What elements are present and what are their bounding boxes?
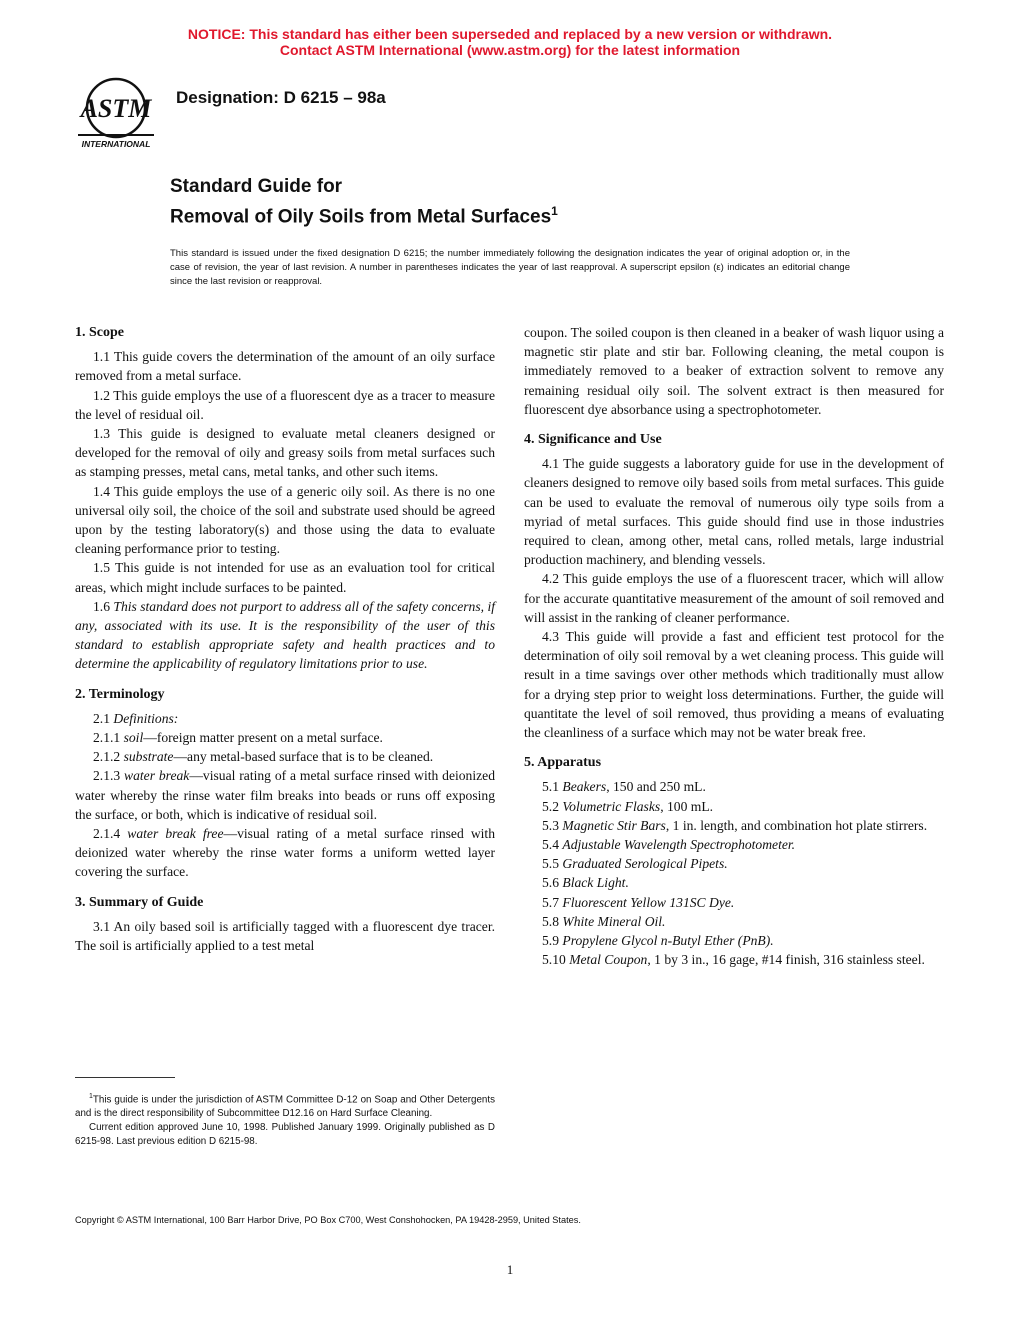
- copyright-line: Copyright © ASTM International, 100 Barr Harbor Drive, PO Box C700, West Conshohocken, PA 19428-2959, United States.: [75, 1215, 581, 1225]
- significance-4-1: 4.1 The guide suggests a laboratory guide for use in the development of cleaners designed to remove oily based soils from metal surfaces. This guide can be used to evaluate the removal of numerous oily type soils from a myriad of metal surfaces. This guide should find use in those industries required to clean, among other, metal cans, rolled metals, large industrial production machinery, and blending vessels.: [524, 456, 944, 568]
- term-2-1-number: 2.1: [93, 710, 114, 726]
- term-2-1-4: [75, 824, 495, 882]
- term-2-1-3: [75, 766, 495, 824]
- apparatus-item-name: White Mineral Oil.: [562, 913, 666, 929]
- apparatus-item-name: Graduated Serological Pipets.: [562, 856, 728, 872]
- term-definition: —visual rating of a metal surface rinsed with deionized water whereby the rinse water film breaks into beads or runs off exposing the surface, or both, which is indicative of residual soil.: [75, 768, 495, 822]
- apparatus-item-name: Magnetic Stir Bars: [562, 817, 666, 833]
- page-number: 1: [506, 1262, 514, 1277]
- term-2-1: [75, 709, 495, 728]
- term-number: 2.1.2: [93, 749, 124, 765]
- apparatus-item-number: 5.8: [542, 913, 563, 929]
- designation: Designation: D 6215 – 98a: [176, 88, 386, 107]
- notice-line-2: Contact ASTM International (www.astm.org) for the latest information: [279, 42, 741, 58]
- term-definition: —any metal-based surface that is to be cleaned.: [173, 749, 434, 765]
- scope-1-2: 1.2 This guide employs the use of a fluorescent dye as a tracer to measure the level of residual oil.: [75, 387, 495, 422]
- footnote-1-text: This guide is under the jurisdiction of ASTM Committee D-12 on Soap and Other Detergents and is the direct responsibility of Subcommittee D12.16 on Hard Surface Cleaning.: [75, 1094, 495, 1120]
- apparatus-item-number: 5.2: [542, 798, 563, 814]
- apparatus-item: [524, 797, 944, 816]
- apparatus-item: [524, 893, 944, 912]
- apparatus-item-detail: , 1 by 3 in., 16 gage, #14 finish, 316 stainless steel.: [647, 952, 925, 968]
- summary-3-1: 3.1 An oily based soil is artificially tagged with a fluorescent dye tracer. The soil is artificially applied to a test metal: [75, 918, 495, 954]
- scope-1-6-text: This standard does not purport to address all of the safety concerns, if any, associated with its use. It is the responsibility of the user of this standard to establish appropriate safety and health practices and to determine the applicability of regulatory limitations prior to use.: [75, 598, 495, 672]
- astm-logo: [68, 76, 164, 152]
- footnote-rule: [75, 1077, 175, 1078]
- apparatus-item-name: Fluorescent Yellow 131SC Dye.: [562, 894, 735, 910]
- apparatus-item: [524, 912, 944, 931]
- apparatus-item-name: Volumetric Flasks: [562, 798, 661, 814]
- apparatus-item-detail: , 150 and 250 mL.: [606, 779, 706, 795]
- footnote-mark: 1: [89, 1093, 93, 1100]
- apparatus-item: [524, 931, 944, 950]
- scope-1-6: [75, 597, 495, 674]
- apparatus-item: [524, 854, 944, 873]
- term-word: water break free: [127, 826, 224, 842]
- apparatus-heading: 5. Apparatus: [524, 755, 602, 771]
- apparatus-item-number: 5.5: [542, 856, 563, 872]
- term-number: 2.1.4: [93, 826, 128, 842]
- term-2-1-1: [75, 728, 495, 747]
- term-definition: —foreign matter present on a metal surface.: [143, 730, 383, 746]
- notice-line-1: NOTICE: This standard has either been superseded and replaced by a new version or withdrawn.: [187, 26, 833, 42]
- footnote: [75, 1090, 495, 1148]
- term-2-1-label: Definitions:: [113, 710, 179, 726]
- apparatus-item: [524, 777, 944, 796]
- scope-1-5: 1.5 This guide is not intended for use as an evaluation tool for critical areas, which might include surfaces to be painted.: [75, 560, 495, 595]
- left-column: [75, 323, 495, 955]
- term-word: water break: [124, 768, 190, 784]
- footnote-2: Current edition approved June 10, 1998. Published January 1999. Originally published as D 6215-98. Last previous edition D 6215-98.: [75, 1121, 495, 1147]
- apparatus-item-detail: , 1 in. length, and combination hot plate stirrers.: [665, 817, 928, 833]
- apparatus-item-number: 5.3: [542, 817, 563, 833]
- scope-1-1: 1.1 This guide covers the determination of the amount of an oily surface removed from a metal surface.: [75, 349, 495, 384]
- term-number: 2.1.1: [93, 730, 124, 746]
- logo-international-text: INTERNATIONAL: [81, 139, 151, 149]
- apparatus-item-number: 5.7: [542, 894, 563, 910]
- significance-4-3: 4.3 This guide will provide a fast and efficient test protocol for the determination of oily soil removal by a wet cleaning process. This guide will result in a time savings over other methods which traditionally must allow for a drying step prior to weight loss determinations. Further, the guide will quantitate the level of soil removed, thus providing a means of evaluating the cleanliness of a surface which may not be water break free.: [524, 629, 944, 741]
- document-title: [170, 175, 558, 229]
- apparatus-item: [524, 835, 944, 854]
- apparatus-item: [524, 816, 944, 835]
- summary-3-1-continued: coupon. The soiled coupon is then cleaned in a beaker of wash liquor using a magnetic stir plate and stir bar. Following cleaning, the metal coupon is immediately removed to a beaker of extraction solvent to remove any remaining residual oily soil. The solvent extract is then measured for fluorescent dye absorbance using a spectrophotometer.: [524, 325, 944, 417]
- right-column: [524, 323, 944, 970]
- terminology-heading: 2. Terminology: [75, 686, 165, 702]
- apparatus-item-number: 5.1: [542, 779, 563, 795]
- title-line-1: Standard Guide for: [170, 176, 343, 197]
- scope-1-6-number: 1.6: [93, 598, 114, 614]
- intro-paragraph: This standard is issued under the fixed designation D 6215; the number immediately following the designation indicates the year of original adoption or, in the case of revision, the year of last revision. A number in parentheses indicates the year of last reapproval. A superscript epsilon (ε) indicates an editorial change since the last revision or reapproval.: [170, 248, 850, 287]
- apparatus-item-name: Metal Coupon: [569, 952, 648, 968]
- scope-heading: 1. Scope: [75, 325, 124, 340]
- significance-4-2: 4.2 This guide employs the use of a fluorescent tracer, which will allow for the accurate quantitative measurement of the amount of soil removed and will assist in the ranking of cleaner performance.: [524, 571, 944, 625]
- apparatus-item: [524, 950, 944, 969]
- term-word: soil: [123, 730, 144, 746]
- scope-1-3: 1.3 This guide is designed to evaluate metal cleaners designed or developed for the removal of oily and greasy soils from metal surfaces such as stamping presses, metal cans, metal tanks, and other such items.: [75, 426, 495, 480]
- apparatus-item-name: Propylene Glycol n-Butyl Ether (PnB).: [562, 933, 774, 949]
- apparatus-item-number: 5.6: [542, 875, 563, 891]
- scope-1-4: 1.4 This guide employs the use of a generic oily soil. As there is no one universal oily soil, the choice of the soil and substrate used should be agreed upon by the testing laboratory(s) and those using the data to evaluate cleaning performance prior to testing.: [75, 483, 495, 557]
- apparatus-item-number: 5.4: [542, 837, 563, 853]
- apparatus-item-name: Black Light.: [562, 875, 629, 891]
- apparatus-item: [524, 873, 944, 892]
- apparatus-item-name: Adjustable Wavelength Spectrophotometer.: [562, 837, 796, 853]
- logo-mark-text: ASTM: [80, 94, 152, 123]
- term-number: 2.1.3: [93, 768, 125, 784]
- apparatus-item-number: 5.10: [542, 952, 570, 968]
- term-2-1-2: [75, 747, 495, 766]
- apparatus-item-name: Beakers: [562, 779, 607, 795]
- apparatus-item-detail: , 100 mL.: [660, 798, 714, 814]
- apparatus-item-number: 5.9: [542, 933, 563, 949]
- term-word: substrate: [123, 749, 174, 765]
- term-definition: —visual rating of a metal surface rinsed with deionized water whereby the rinse water forms a uniform wetted layer covering the surface.: [75, 826, 495, 880]
- significance-heading: 4. Significance and Use: [524, 432, 662, 448]
- title-line-2-text: Removal of Oily Soils from Metal Surfaces: [170, 206, 552, 228]
- title-footnote-mark: 1: [551, 204, 558, 218]
- apparatus-list: [524, 777, 944, 969]
- footnote-1: [75, 1090, 495, 1121]
- title-line-2: [170, 199, 558, 229]
- withdrawal-notice: [0, 26, 1020, 58]
- summary-heading: 3. Summary of Guide: [75, 894, 204, 910]
